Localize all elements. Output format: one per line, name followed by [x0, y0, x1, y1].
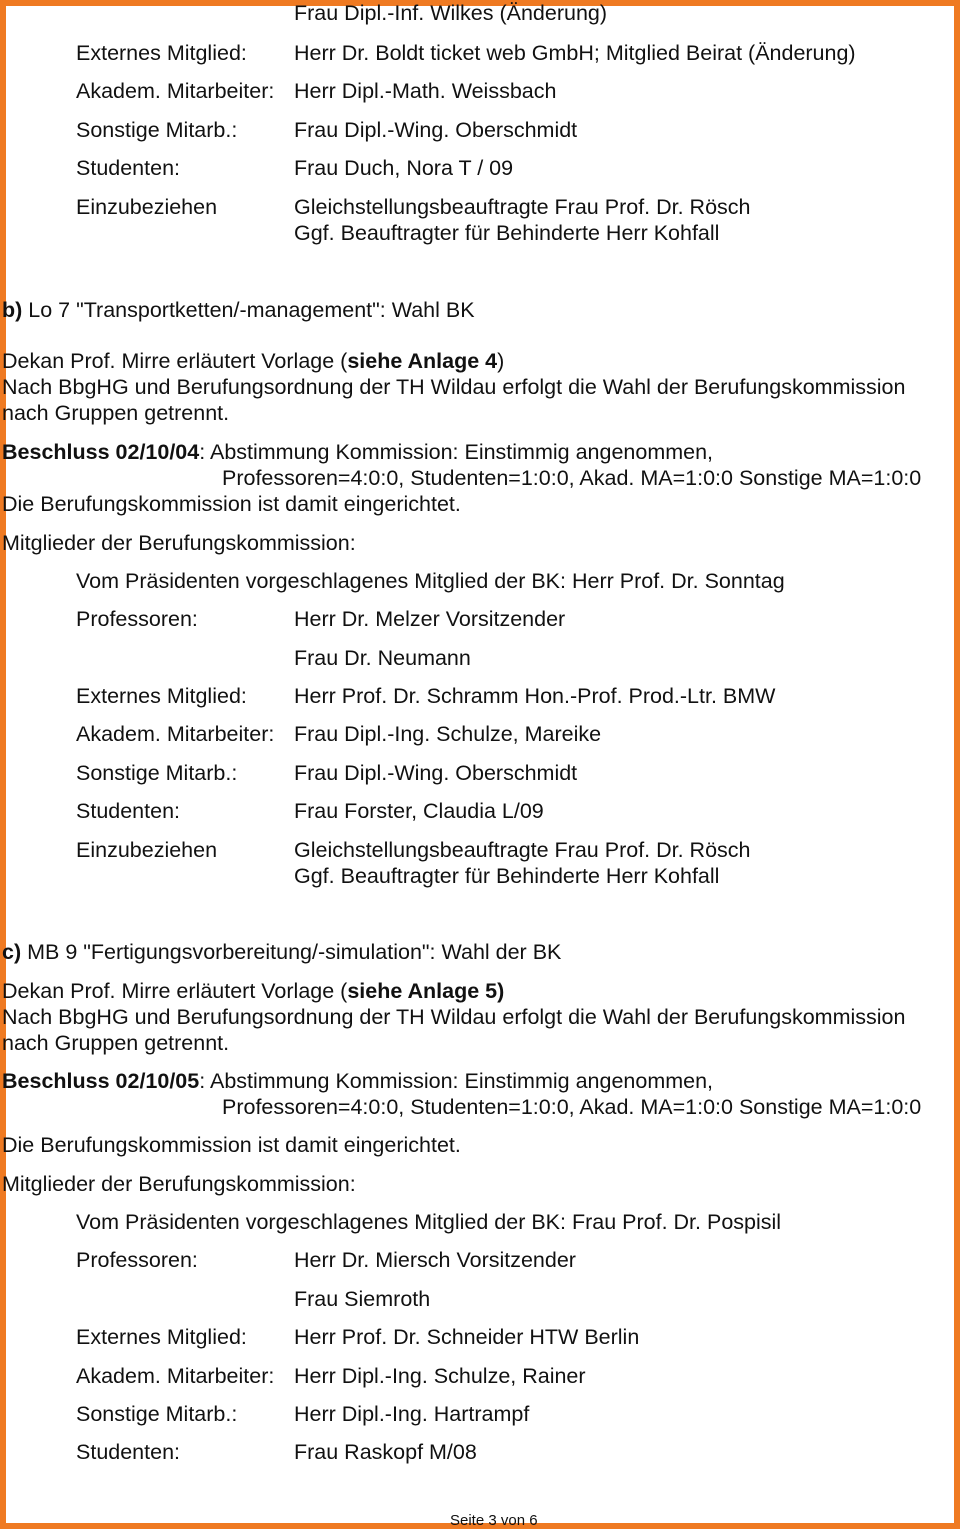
member-label: Studenten:	[76, 1440, 181, 1464]
member-value: Herr Dr. Boldt ticket web GmbH; Mitglied Beirat (Änderung)	[294, 41, 856, 65]
member-label: Studenten:	[76, 799, 181, 823]
paragraph-line: nach Gruppen getrennt.	[2, 401, 230, 425]
member-value: Frau Dr. Neumann	[294, 646, 471, 670]
president-member: Vom Präsidenten vorgeschlagenes Mitglied der BK: Frau Prof. Dr. Pospisil	[76, 1210, 782, 1234]
beschluss-text: : Abstimmung Kommission: Einstimmig angenommen,	[199, 1069, 714, 1093]
intro-text: Dekan Prof. Mirre erläutert Vorlage (	[2, 979, 348, 1003]
annex-reference: siehe Anlage 5)	[347, 979, 505, 1003]
section-marker: b)	[2, 298, 23, 322]
member-label: Akadem. Mitarbeiter:	[76, 1364, 275, 1388]
member-label: Sonstige Mitarb.:	[76, 761, 238, 785]
member-value: Herr Prof. Dr. Schramm Hon.-Prof. Prod.-Ltr. BMW	[294, 684, 776, 708]
beschluss-text: : Abstimmung Kommission: Einstimmig angenommen,	[199, 440, 714, 464]
intro-line	[2, 981, 504, 1003]
section-marker: c)	[2, 940, 22, 964]
paragraph-line: Nach BbgHG und Berufungsordnung der TH Wildau erfolgt die Wahl der Berufungskommission	[2, 1005, 906, 1029]
member-label: Sonstige Mitarb.:	[76, 1402, 238, 1426]
paragraph-line: Nach BbgHG und Berufungsordnung der TH Wildau erfolgt die Wahl der Berufungskommission	[2, 375, 906, 399]
member-label: Akadem. Mitarbeiter:	[76, 79, 275, 103]
member-label: Externes Mitglied:	[76, 684, 247, 708]
member-value: Gleichstellungsbeauftragte Frau Prof. Dr. Rösch	[294, 195, 751, 219]
member-value: Frau Siemroth	[294, 1287, 431, 1311]
member-value: Herr Dipl.-Ing. Hartrampf	[294, 1402, 530, 1426]
intro-close: )	[497, 349, 505, 373]
members-heading: Mitglieder der Berufungskommission:	[2, 1172, 356, 1196]
member-value: Frau Dipl.-Ing. Schulze, Mareike	[294, 722, 602, 746]
member-label: Studenten:	[76, 156, 181, 180]
member-label: Sonstige Mitarb.:	[76, 118, 238, 142]
member-label: Professoren:	[76, 607, 198, 631]
intro-text: Dekan Prof. Mirre erläutert Vorlage (	[2, 349, 348, 373]
section-heading	[2, 942, 561, 964]
beschluss-label: Beschluss 02/10/04	[2, 440, 200, 464]
member-value: Herr Dr. Melzer Vorsitzender	[294, 607, 566, 631]
member-value: Frau Dipl.-Wing. Oberschmidt	[294, 118, 578, 142]
beschluss-label: Beschluss 02/10/05	[2, 1069, 200, 1093]
members-heading: Mitglieder der Berufungskommission:	[2, 531, 356, 555]
member-value: Herr Dr. Miersch Vorsitzender	[294, 1248, 576, 1272]
member-label: Externes Mitglied:	[76, 1325, 247, 1349]
member-value: Ggf. Beauftragter für Behinderte Herr Kohfall	[294, 221, 720, 245]
member-value: Frau Dipl.-Wing. Oberschmidt	[294, 761, 578, 785]
member-value: Ggf. Beauftragter für Behinderte Herr Kohfall	[294, 864, 720, 888]
member-label: Professoren:	[76, 1248, 198, 1272]
section-title: Lo 7 "Transportketten/-management": Wahl BK	[22, 298, 475, 322]
member-value: Herr Dipl.-Math. Weissbach	[294, 79, 557, 103]
member-label: Einzubeziehen	[76, 195, 218, 219]
annex-reference: siehe Anlage 4	[347, 349, 498, 373]
paragraph-line: nach Gruppen getrennt.	[2, 1031, 230, 1055]
president-member: Vom Präsidenten vorgeschlagenes Mitglied der BK: Herr Prof. Dr. Sonntag	[76, 569, 785, 593]
member-value: Frau Forster, Claudia L/09	[294, 799, 544, 823]
vote-result: Professoren=4:0:0, Studenten=1:0:0, Akad. MA=1:0:0 Sonstige MA=1:0:0	[222, 1095, 922, 1119]
page-number: Seite 3 von 6	[450, 1512, 538, 1529]
member-value: Herr Prof. Dr. Schneider HTW Berlin	[294, 1325, 640, 1349]
result-text: Die Berufungskommission ist damit eingerichtet.	[2, 492, 461, 516]
member-label: Externes Mitglied:	[76, 41, 247, 65]
member-label: Akadem. Mitarbeiter:	[76, 722, 275, 746]
beschluss-line	[2, 442, 713, 464]
member-value: Frau Duch, Nora T / 09	[294, 156, 514, 180]
beschluss-line	[2, 1071, 713, 1093]
result-text: Die Berufungskommission ist damit eingerichtet.	[2, 1133, 461, 1157]
member-value: Frau Raskopf M/08	[294, 1440, 477, 1464]
member-value: Frau Dipl.-Inf. Wilkes (Änderung)	[294, 1, 608, 25]
section-heading	[2, 300, 475, 322]
document-page	[2, 1, 954, 1529]
member-value: Herr Dipl.-Ing. Schulze, Rainer	[294, 1364, 586, 1388]
member-value: Gleichstellungsbeauftragte Frau Prof. Dr. Rösch	[294, 838, 751, 862]
member-label: Einzubeziehen	[76, 838, 218, 862]
vote-result: Professoren=4:0:0, Studenten=1:0:0, Akad. MA=1:0:0 Sonstige MA=1:0:0	[222, 466, 922, 490]
section-title: MB 9 "Fertigungsvorbereitung/-simulation": Wahl der BK	[21, 940, 562, 964]
intro-line	[2, 351, 504, 373]
